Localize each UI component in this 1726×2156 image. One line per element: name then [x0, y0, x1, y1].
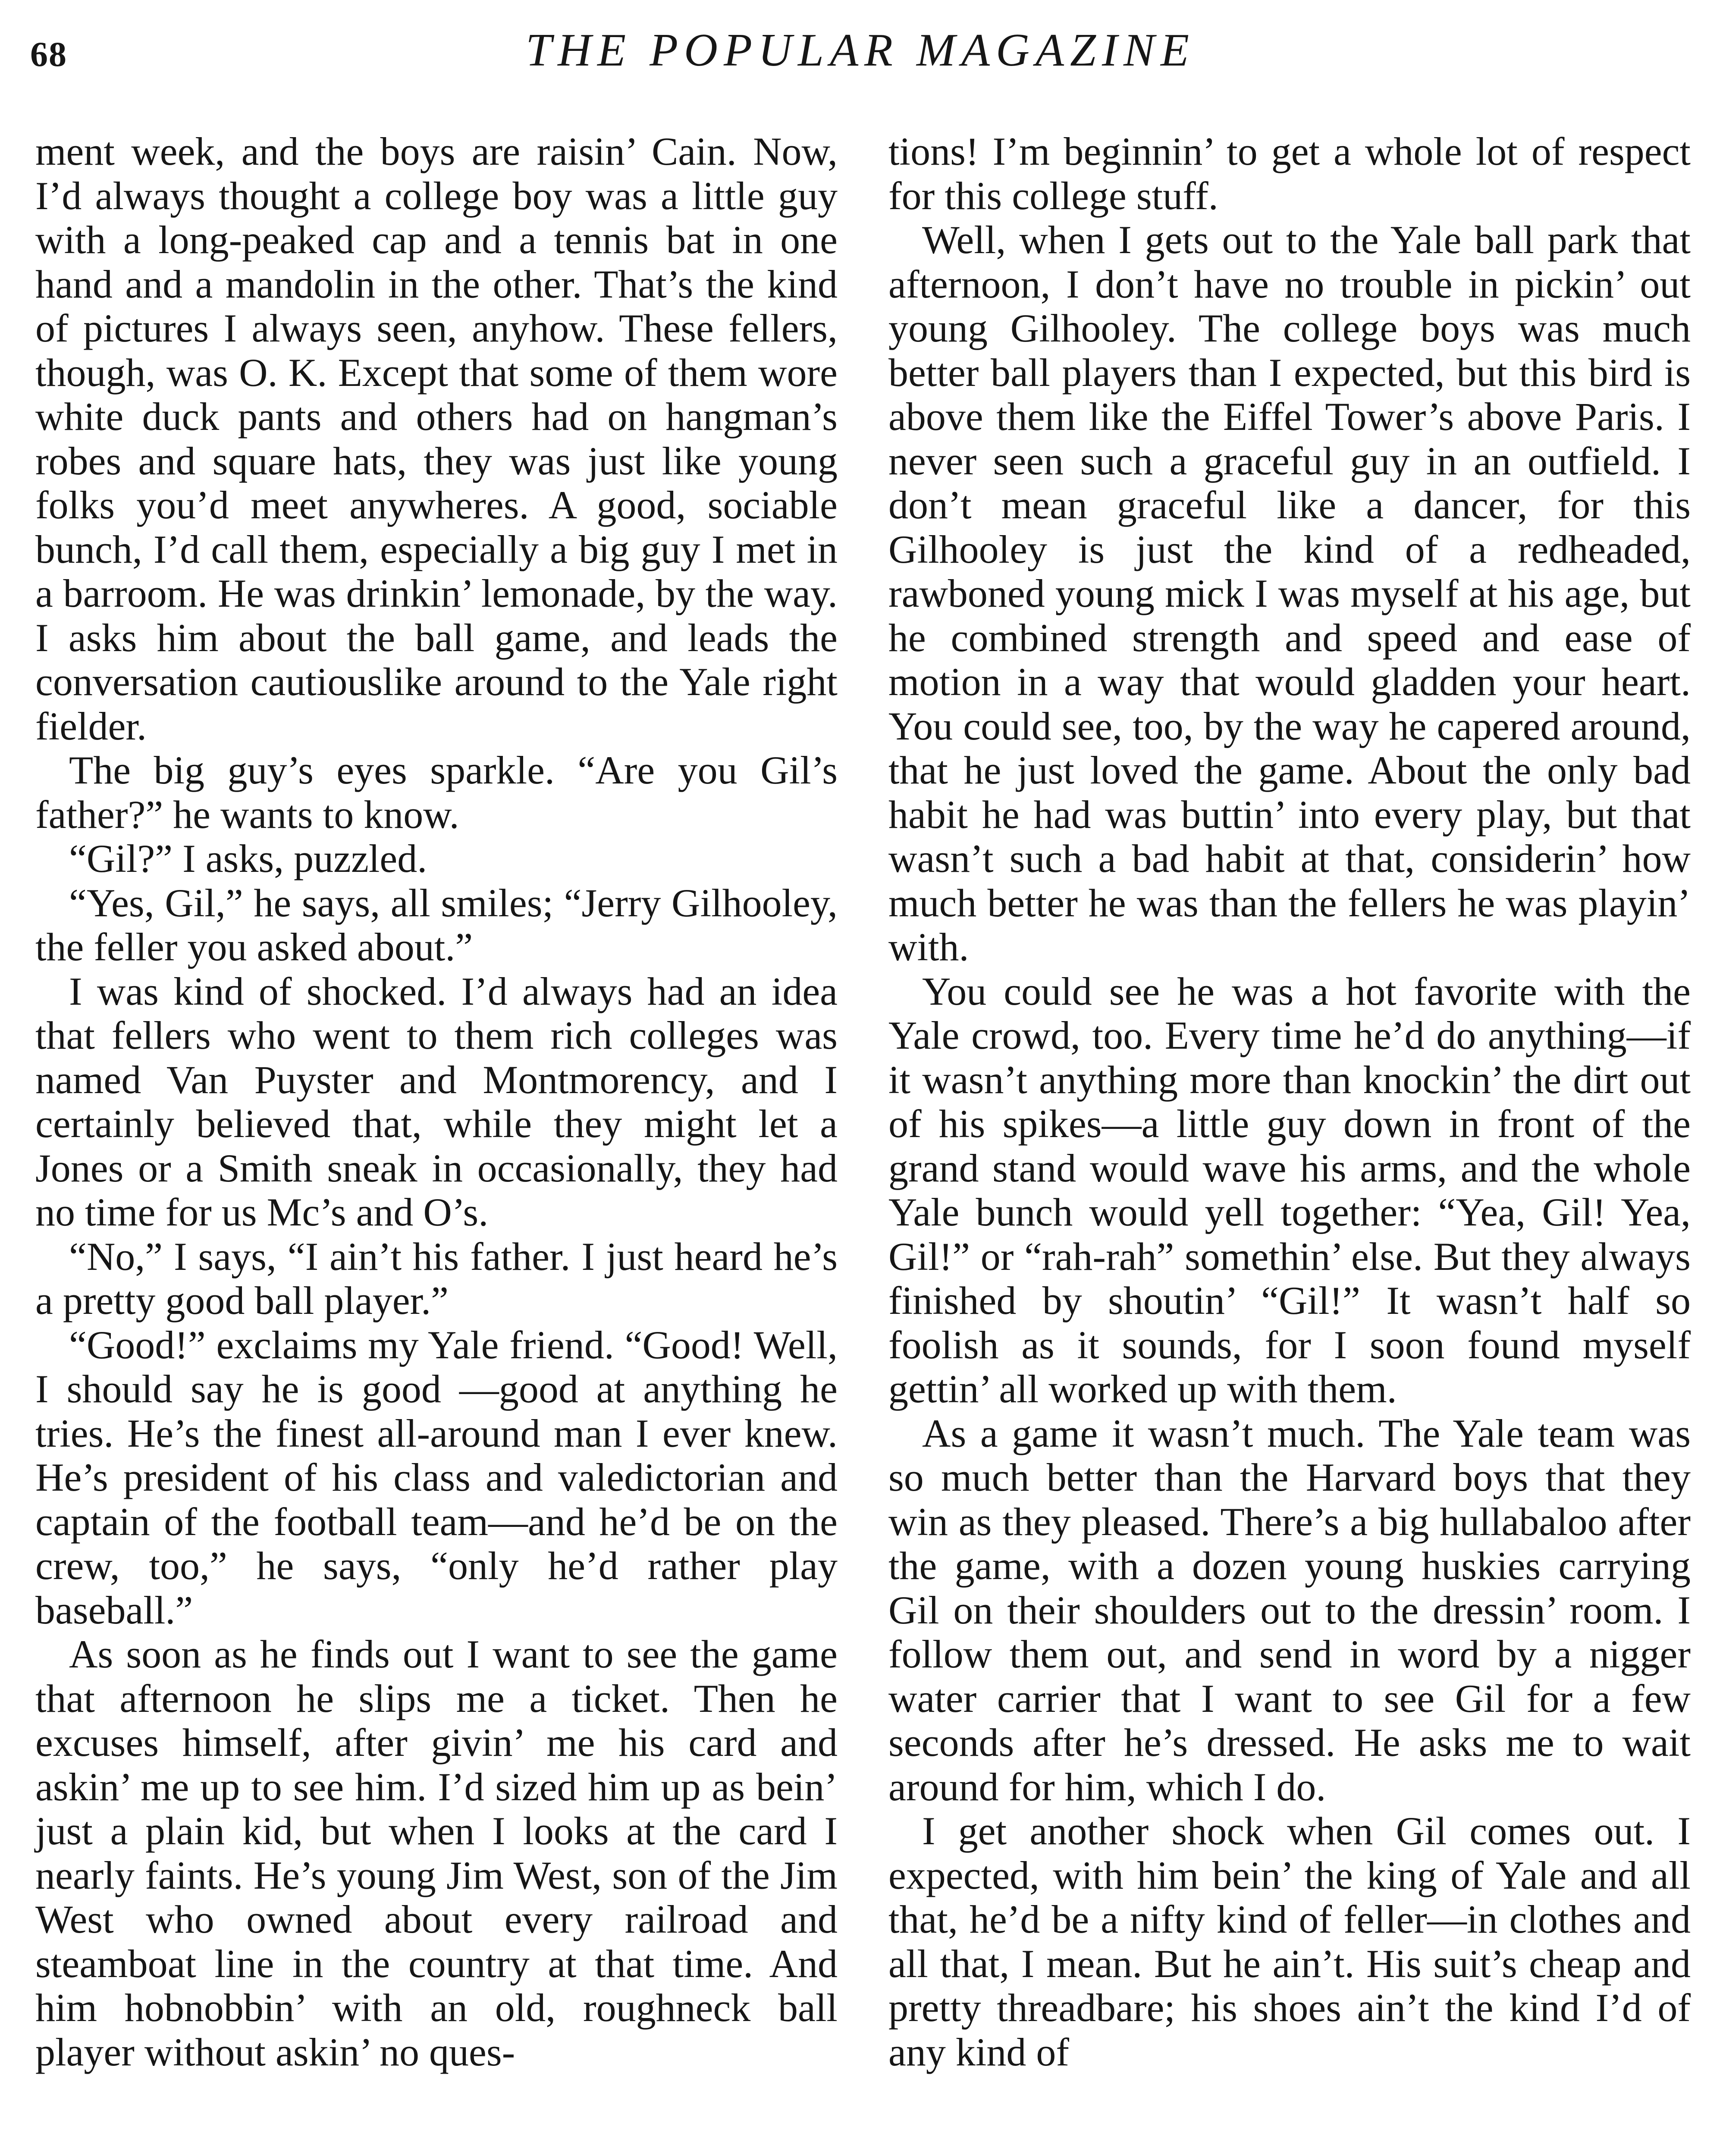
paragraph: tions! I’m beginnin’ to get a whole lot of respect for this college stuff.: [888, 129, 1691, 218]
paragraph: Well, when I gets out to the Yale ball park that afternoon, I don’t have no trouble in pickin’ out young Gilhooley. The college boys was much better ball players than I expected, but this bird is above them like the Eiffel Tower’s above Paris. I never seen such a graceful guy in an outfield. I don’t mean graceful like a dancer, for this Gilhooley is just the kind of a redheaded, rawboned young mick I was myself at his age, but he combined strength and speed and ease of motion in a way that would gladden your heart. You could see, too, by the way he capered around, that he just loved the game. About the only bad habit he had was buttin’ into every play, but that wasn’t such a bad habit at that, considerin’ how much better he was than the fellers he was playin’ with.: [888, 218, 1691, 969]
paragraph: I get another shock when Gil comes out. I expected, with him bein’ the king of Yale and all that, he’d be a nifty kind of feller—in clothes and all that, I mean. But he ain’t. His suit’s cheap and pretty threadbare; his shoes ain’t the kind I’d of any kind of: [888, 1809, 1691, 2074]
page-number: 68: [30, 34, 67, 74]
paragraph: ment week, and the boys are raisin’ Cain. Now, I’d always thought a college boy was a little guy with a long-peaked cap and a tennis bat in one hand and a mandolin in the other. That’s the kind of pictures I always seen, anyhow. These fellers, though, was O. K. Except that some of them wore white duck pants and others had on hangman’s robes and square hats, they was just like young folks you’d meet anywheres. A good, sociable bunch, I’d call them, especially a big guy I met in a barroom. He was drinkin’ lemonade, by the way. I asks him about the ball game, and leads the conversation cautiouslike around to the Yale right fielder.: [35, 129, 838, 748]
paragraph: “No,” I says, “I ain’t his father. I just heard he’s a pretty good ball player.”: [35, 1234, 838, 1322]
running-head: THE POPULAR MAGAZINE: [526, 25, 1195, 76]
paragraph: “Good!” exclaims my Yale friend. “Good! Well, I should say he is good —good at anything he tries. He’s the finest all-around man I ever knew. He’s president of his class and valedictorian and captain of the football team—and he’d be on the crew, too,” he says, “only he’d rather play baseball.”: [35, 1322, 838, 1632]
left-column: [35, 129, 838, 2074]
paragraph: “Yes, Gil,” he says, all smiles; “Jerry Gilhooley, the feller you asked about.”: [35, 881, 838, 969]
paragraph: As soon as he finds out I want to see the game that afternoon he slips me a ticket. Then he excuses himself, after givin’ me his card and askin’ me up to see him. I’d sized him up as bein’ just a plain kid, but when I looks at the card I nearly faints. He’s young Jim West, son of the Jim West who owned about every railroad and steamboat line in the country at that time. And him hobnobbin’ with an old, roughneck ball player without askin’ no ques-: [35, 1632, 838, 2074]
paragraph: The big guy’s eyes sparkle. “Are you Gil’s father?” he wants to know.: [35, 748, 838, 837]
right-column: [888, 129, 1691, 2074]
paragraph: As a game it wasn’t much. The Yale team was so much better than the Harvard boys that they win as they pleased. There’s a big hullabaloo after the game, with a dozen young huskies carrying Gil on their shoulders out to the dressin’ room. I follow them out, and send in word by a nigger water carrier that I want to see Gil for a few seconds after he’s dressed. He asks me to wait around for him, which I do.: [888, 1411, 1691, 1809]
page-header: [30, 24, 1691, 97]
paragraph: You could see he was a hot favorite with the Yale crowd, too. Every time he’d do anything—if it wasn’t anything more than knockin’ the dirt out of his spikes—a little guy down in front of the grand stand would wave his arms, and the whole Yale bunch would yell together: “Yea, Gil! Yea, Gil!” or “rah-rah” somethin’ else. But they always finished by shoutin’ “Gil!” It wasn’t half so foolish as it sounds, for I soon found myself gettin’ all worked up with them.: [888, 969, 1691, 1411]
paragraph: “Gil?” I asks, puzzled.: [69, 837, 427, 881]
paragraph: I was kind of shocked. I’d always had an idea that fellers who went to them rich colleges was named Van Puyster and Montmorency, and I certainly believed that, while they might let a Jones or a Smith sneak in occasionally, they had no time for us Mc’s and O’s.: [35, 969, 838, 1234]
